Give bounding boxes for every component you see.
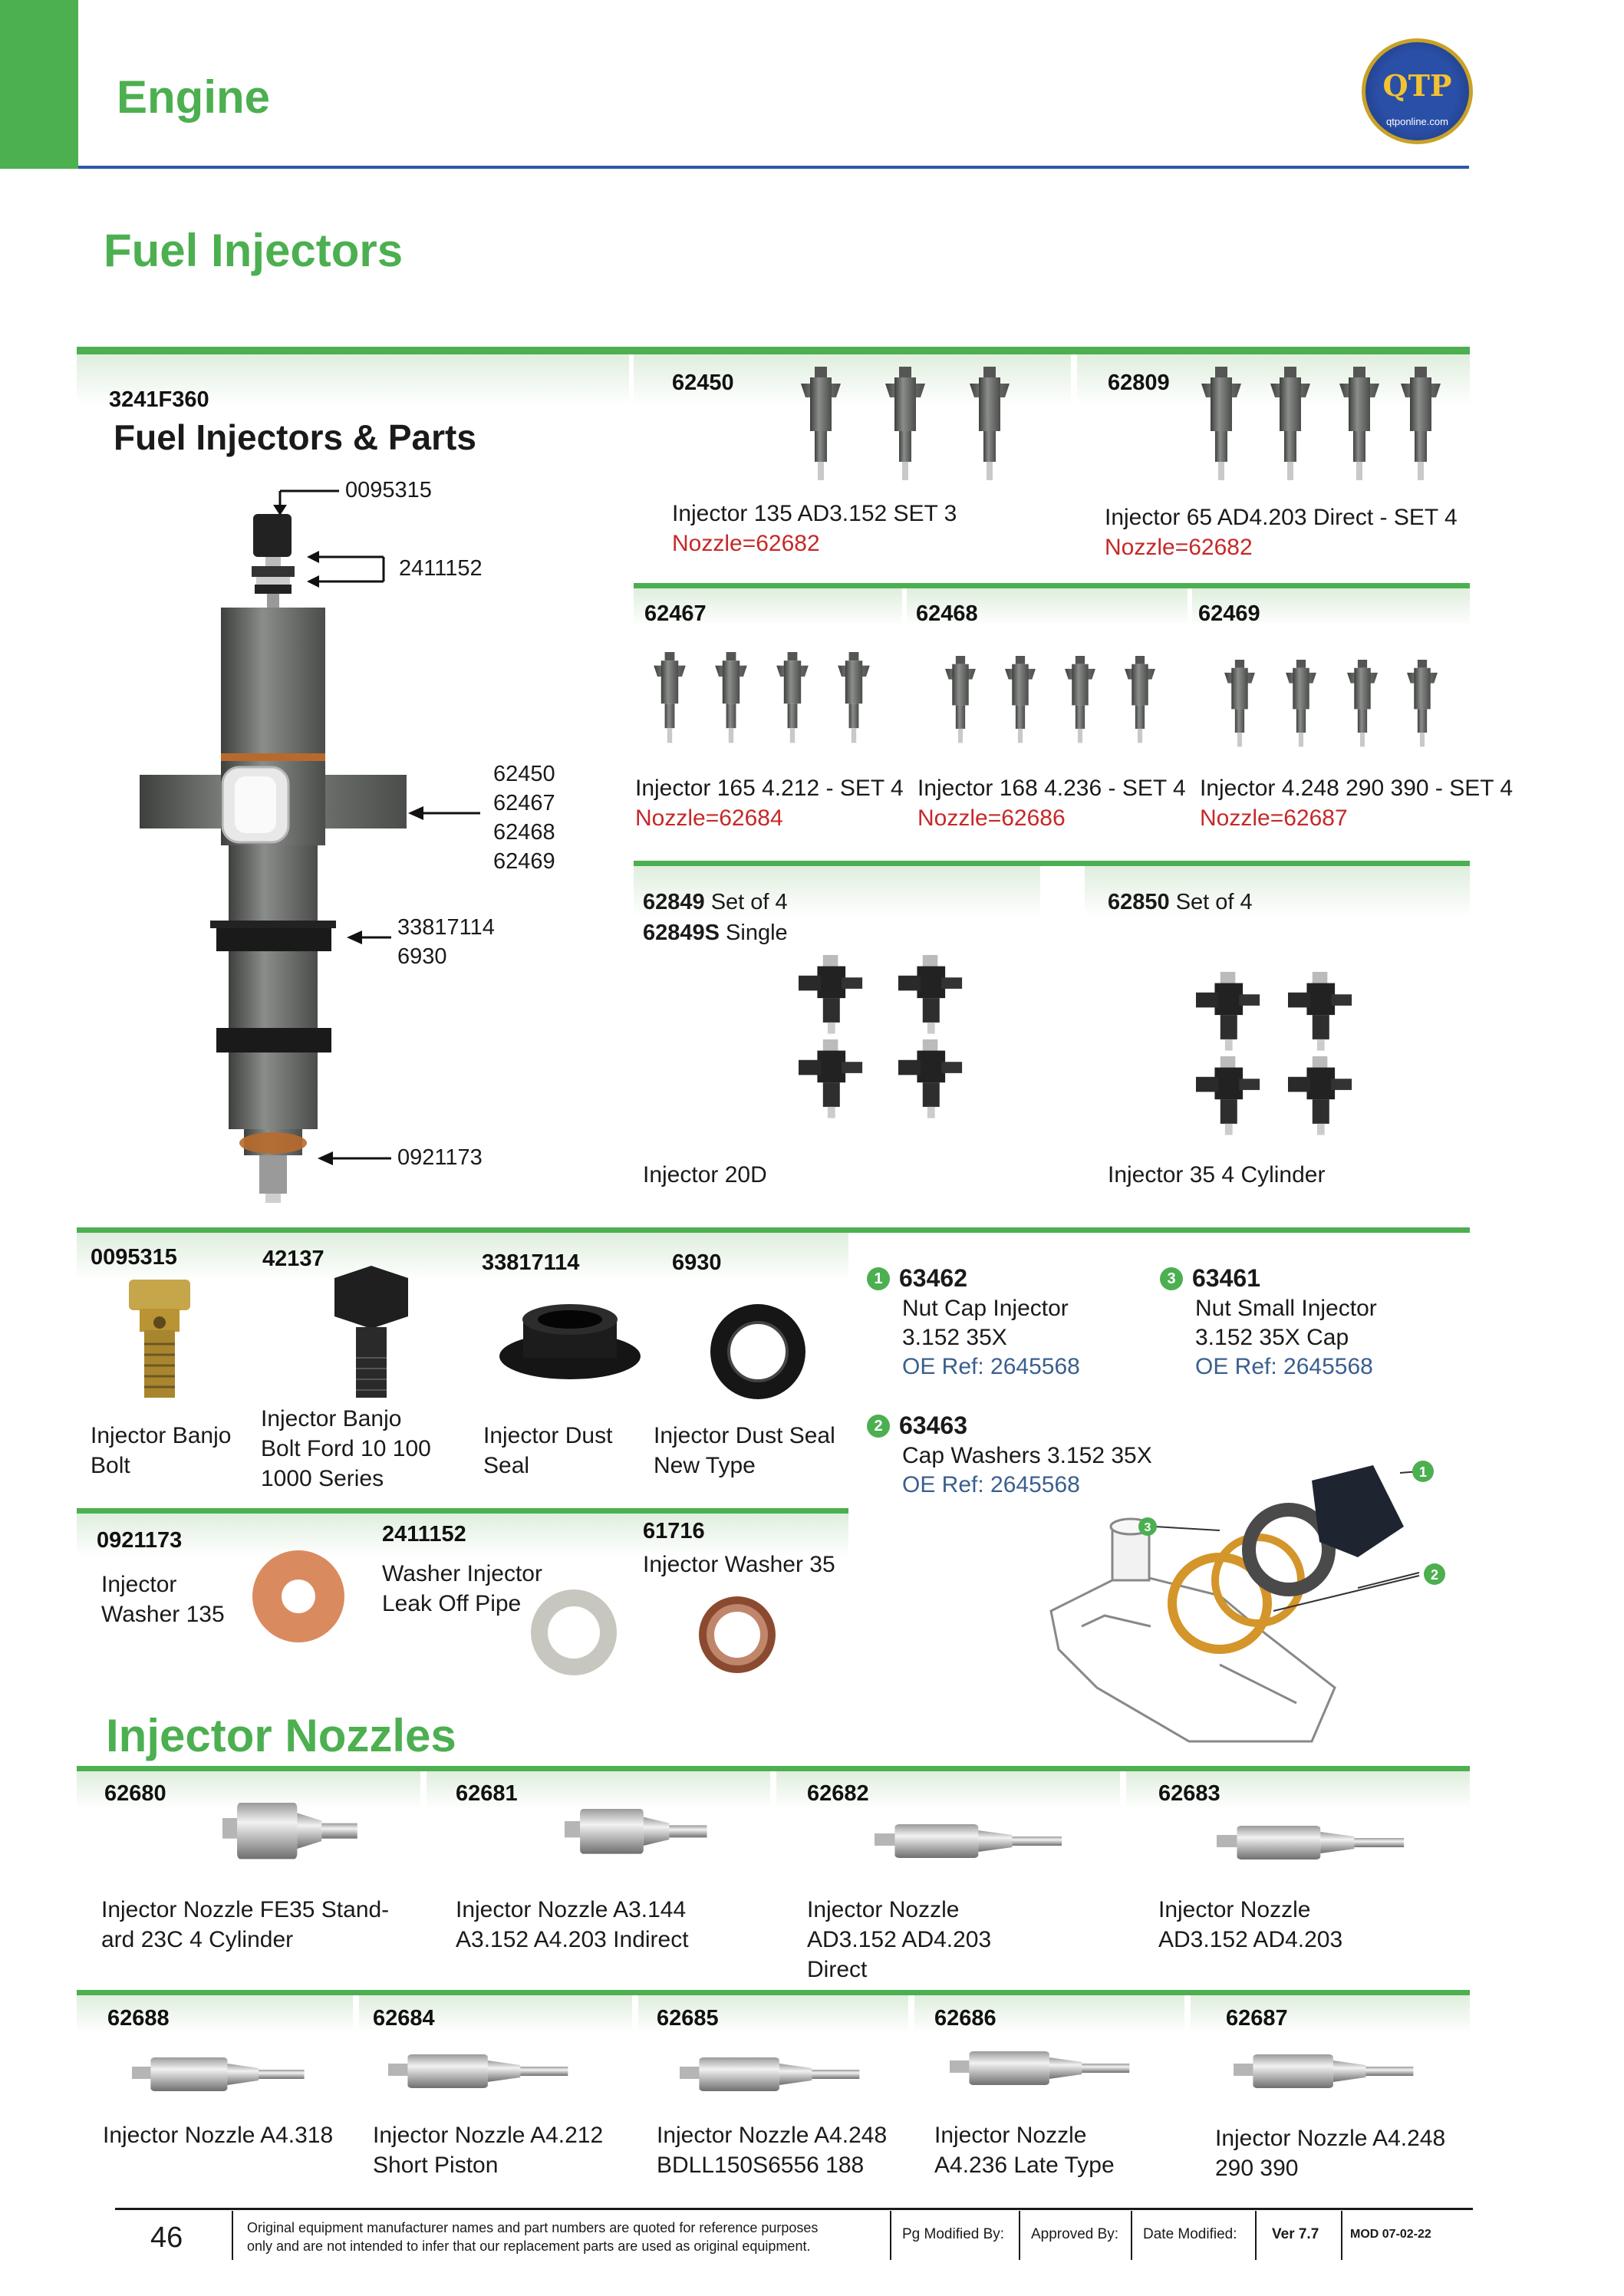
nozzles-row2-rule (77, 1990, 1470, 1995)
product-description: A4.236 Late Type (934, 2153, 1115, 2178)
nozzle-reference: Nozzle=62682 (672, 531, 820, 556)
nozzles-row1-rule (77, 1766, 1470, 1771)
callout-body-1: 62450 (493, 762, 555, 786)
svg-text:1: 1 (1418, 1464, 1428, 1480)
product-description: ard 23C 4 Cylinder (101, 1927, 294, 1952)
page-title: Fuel Injectors (104, 225, 404, 276)
oe-reference: OE Ref: 2645568 (902, 1354, 1080, 1379)
product-description: Nut Small Injector (1195, 1296, 1377, 1321)
product-description (261, 1404, 437, 1494)
nozzle-image (222, 1795, 361, 1872)
logo-subtext: qtponline.com (1386, 116, 1448, 127)
footer-divider (1255, 2211, 1257, 2260)
logo-text: QTP (1382, 68, 1452, 103)
callout-number: 3 (1160, 1267, 1183, 1290)
product-description (91, 1421, 252, 1481)
product-description: Direct (807, 1957, 868, 1982)
cap-part-3 (1160, 1264, 1260, 1293)
nozzle-image (388, 2050, 572, 2096)
product-description: Injector Nozzle (807, 1897, 960, 1922)
product-description: Injector Nozzle A3.144 (456, 1897, 687, 1922)
product-description: Injector Nozzle (934, 2123, 1087, 2148)
part-number: 62686 (934, 2006, 996, 2031)
product-description: Injector Nozzle A4.212 (373, 2123, 604, 2148)
part-number: 62469 (1198, 601, 1260, 626)
part-number: 0921173 (97, 1528, 183, 1553)
injector-set-image (798, 367, 1036, 482)
block-top-rule (77, 347, 1470, 354)
approved-by-label: Approved By: (1031, 2226, 1119, 2242)
version-label: Ver 7.7 (1272, 2226, 1319, 2242)
qtp-logo (1362, 38, 1473, 144)
part-number: 62450 (672, 371, 734, 395)
part-number: 62688 (107, 2006, 170, 2031)
row3-rule (634, 861, 1470, 866)
description-text: Injector Dust Seal New Type (654, 1423, 835, 1478)
page-number: 46 (150, 2222, 183, 2254)
small-parts-rule (77, 1227, 1470, 1233)
header-accent-bar (0, 0, 78, 169)
product-description: 3.152 35X (902, 1325, 1007, 1350)
part-number-single (643, 921, 788, 946)
product-description: Nut Cap Injector (902, 1296, 1069, 1321)
part-number: 62849S (643, 921, 720, 945)
steel-washer-image (528, 1586, 620, 1678)
footer-divider (1341, 2211, 1342, 2260)
diagram-part-number: 3241F360 (109, 387, 209, 412)
part-number: 62687 (1226, 2006, 1288, 2031)
product-description: Cap Washers 3.152 35X (902, 1443, 1152, 1468)
part-number: 33817114 (482, 1250, 580, 1275)
injector-set-image (782, 951, 990, 1128)
callout-top: 0095315 (345, 478, 432, 502)
part-number: 62468 (916, 601, 978, 626)
product-description: Injector 135 AD3.152 SET 3 (672, 501, 957, 526)
header-rule (78, 166, 1469, 169)
footer-divider (1131, 2211, 1132, 2260)
product-description (483, 1421, 629, 1481)
product-description: AD3.152 AD4.203 (807, 1927, 992, 1952)
part-number: 63462 (899, 1264, 967, 1292)
dust-seal-new-image (704, 1298, 812, 1405)
part-number: 62467 (644, 601, 707, 626)
product-description: Injector Nozzle A4.318 (103, 2123, 334, 2148)
nozzle-image (950, 2047, 1134, 2093)
part-number: 62684 (373, 2006, 435, 2031)
part-number: 62685 (657, 2006, 719, 2031)
product-description: Injector Washer 35 (643, 1552, 835, 1577)
part-qualifier: Set of 4 (704, 890, 788, 914)
injector-set-image (1198, 367, 1444, 482)
callout-washer: 2411152 (399, 556, 483, 581)
nozzle-image (875, 1820, 1066, 1866)
product-description: Injector 20D (643, 1162, 767, 1188)
nozzle-reference: Nozzle=62686 (917, 805, 1066, 831)
nozzle-reference: Nozzle=62684 (635, 805, 783, 831)
product-description: Injector 168 4.236 - SET 4 (917, 776, 1186, 801)
footer-rule (115, 2208, 1473, 2210)
product-description (101, 1570, 239, 1629)
nozzle-reference: Nozzle=62687 (1200, 805, 1348, 831)
product-description: Injector 35 4 Cylinder (1108, 1162, 1326, 1188)
svg-text:2: 2 (1430, 1567, 1439, 1583)
modified-by-label: Pg Modified By: (902, 2226, 1005, 2242)
part-number: 61716 (643, 1519, 705, 1543)
footer-divider (890, 2211, 891, 2260)
part-number: 62681 (456, 1781, 518, 1806)
diagram-title: Fuel Injectors & Parts (114, 417, 476, 457)
copper-washer-small-image (695, 1593, 779, 1677)
injector-set-image (651, 652, 881, 744)
mod-code: MOD 07-02-22 (1350, 2228, 1431, 2241)
disclaimer-line-2: only and are not intended to infer that our replacement parts are used as original equipment. (247, 2238, 811, 2254)
bolt-image (328, 1266, 413, 1404)
callout-seal-1: 33817114 (397, 915, 495, 940)
injector-set-image (1188, 968, 1379, 1137)
product-description: BDLL150S6556 188 (657, 2153, 865, 2178)
part-number: 62850 (1108, 890, 1170, 914)
callout-number: 1 (867, 1267, 890, 1290)
cap-part-1 (867, 1264, 967, 1293)
part-qualifier: Single (720, 921, 788, 945)
nozzle-image (565, 1803, 710, 1864)
injector-set-image (1221, 660, 1444, 748)
dust-seal-image (497, 1303, 643, 1387)
product-description: Injector 165 4.212 - SET 4 (635, 776, 904, 801)
product-description: Short Piston (373, 2153, 499, 2178)
footer-divider (232, 2211, 233, 2260)
footer-divider (1019, 2211, 1020, 2260)
header-title: Engine (117, 71, 271, 123)
part-number: 63461 (1192, 1264, 1260, 1292)
callout-number: 2 (867, 1415, 890, 1438)
copper-washer-image (249, 1547, 348, 1646)
part-number: 62849 (643, 890, 705, 914)
part-number: 42137 (262, 1247, 324, 1271)
nozzle-image (1217, 1821, 1408, 1867)
part-number: 62683 (1158, 1781, 1220, 1806)
product-description (654, 1421, 845, 1481)
product-description: Injector Nozzle FE35 Stand- (101, 1897, 390, 1922)
banjo-bolt-image (121, 1280, 198, 1402)
description-text: Injector Washer 135 (101, 1572, 225, 1627)
callout-body-4: 62469 (493, 849, 555, 874)
row2-rule (634, 583, 1470, 588)
part-number-set (643, 890, 788, 915)
part-qualifier: Set of 4 (1169, 890, 1253, 914)
part-number: 62680 (104, 1781, 166, 1806)
svg-text:3: 3 (1144, 1521, 1151, 1534)
part-number: 63463 (899, 1412, 967, 1439)
callout-seal-2: 6930 (397, 944, 447, 969)
product-description: A3.152 A4.203 Indirect (456, 1927, 689, 1952)
product-description: 290 390 (1215, 2156, 1299, 2181)
nozzle-image (1234, 2050, 1418, 2096)
callout-body-3: 62468 (493, 820, 555, 845)
washers-rule (77, 1508, 848, 1514)
product-description: Injector Nozzle A4.248 (1215, 2126, 1446, 2151)
nozzle-image (132, 2053, 308, 2099)
injector-set-image (942, 656, 1164, 744)
description-text: Injector Banjo Bolt (91, 1423, 232, 1478)
date-modified-label: Date Modified: (1143, 2226, 1237, 2242)
callout-body-2: 62467 (493, 791, 555, 815)
part-number: 2411152 (382, 1522, 466, 1547)
product-description: 3.152 35X Cap (1195, 1325, 1349, 1350)
product-description: Injector 4.248 290 390 - SET 4 (1200, 776, 1514, 801)
nozzle-reference: Nozzle=62682 (1105, 535, 1253, 560)
product-description: Injector Nozzle (1158, 1897, 1311, 1922)
part-number: 62809 (1108, 371, 1170, 395)
oe-reference: OE Ref: 2645568 (902, 1472, 1080, 1497)
part-number: 6930 (672, 1250, 722, 1275)
oe-reference: OE Ref: 2645568 (1195, 1354, 1373, 1379)
description-text: Washer Injector Leak Off Pipe (382, 1561, 542, 1616)
disclaimer-line-1: Original equipment manufacturer names and part numbers are quoted for reference purposes (247, 2220, 819, 2235)
product-description: Injector Nozzle A4.248 (657, 2123, 888, 2148)
cap-assembly-diagram (1036, 1435, 1465, 1749)
part-number-set (1108, 890, 1253, 915)
description-text: Injector Dust Seal (483, 1423, 613, 1478)
callout-bottom: 0921173 (397, 1145, 483, 1170)
nozzles-section-title: Injector Nozzles (106, 1710, 456, 1761)
cap-part-2 (867, 1412, 967, 1440)
product-description: AD3.152 AD4.203 (1158, 1927, 1343, 1952)
product-description: Injector 65 AD4.203 Direct - SET 4 (1105, 505, 1458, 530)
part-number: 0095315 (91, 1245, 177, 1270)
part-number: 62682 (807, 1781, 869, 1806)
nozzle-image (680, 2053, 864, 2099)
description-text: Injector Banjo Bolt Ford 10 100 1000 Series (261, 1406, 431, 1491)
